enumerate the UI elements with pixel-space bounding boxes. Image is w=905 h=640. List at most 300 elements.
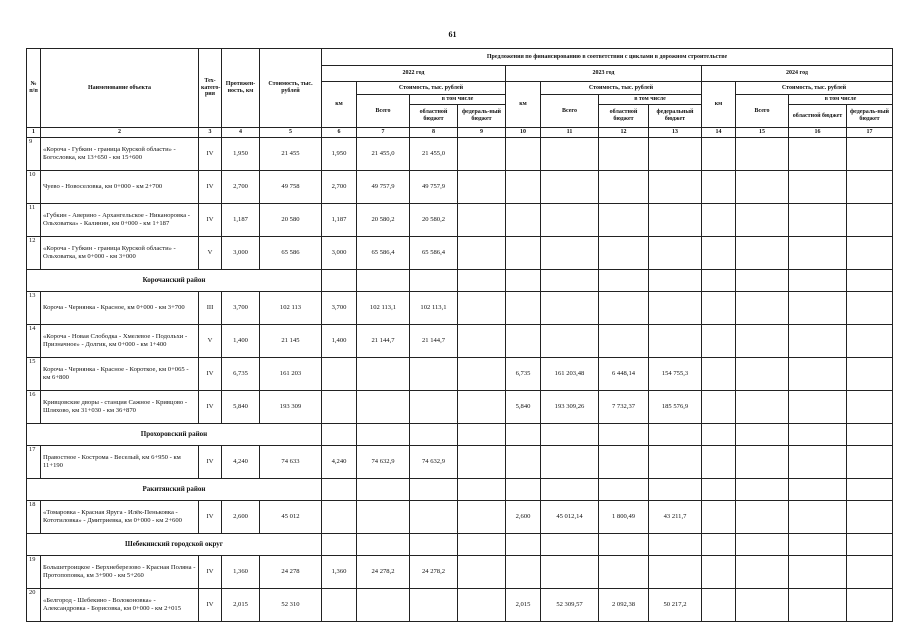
value-cell: 24 278,2 <box>357 556 410 589</box>
value-cell <box>847 237 893 270</box>
length-cell: 1,950 <box>222 138 260 171</box>
cost-cell: 20 580 <box>260 204 322 237</box>
column-number-cell: 8 <box>410 128 458 138</box>
header-regional-2023: областной бюджет <box>599 105 649 128</box>
header-year-2022: 2022 год <box>322 66 506 82</box>
value-cell <box>736 204 789 237</box>
object-name: Большетроицкое - Верхнеберезово - Красная Поляна - Протопоповка, км 3+900 - км 5+260 <box>41 556 199 589</box>
district-row <box>27 479 893 501</box>
district-name: Прохоровский район <box>27 424 322 446</box>
value-cell <box>847 204 893 237</box>
cost-cell: 102 113 <box>260 292 322 325</box>
value-cell <box>322 589 357 622</box>
value-cell <box>506 556 541 589</box>
column-number-row <box>27 128 893 138</box>
value-cell <box>847 556 893 589</box>
header-incl-2022: в том числе <box>410 95 506 105</box>
value-cell <box>599 171 649 204</box>
value-cell <box>649 292 702 325</box>
empty-cell <box>789 479 847 501</box>
header-cost-2024: Стоимость, тыс. рублей <box>736 82 893 95</box>
empty-cell <box>847 424 893 446</box>
empty-cell <box>847 479 893 501</box>
value-cell <box>736 446 789 479</box>
header-cost-2023: Стоимость, тыс. рублей <box>541 82 702 95</box>
empty-cell <box>458 424 506 446</box>
value-cell: 102 113,1 <box>357 292 410 325</box>
value-cell: 1 800,49 <box>599 501 649 534</box>
column-number-cell: 5 <box>260 128 322 138</box>
length-cell: 2,015 <box>222 589 260 622</box>
cost-cell: 21 455 <box>260 138 322 171</box>
header-incl-2023: в том числе <box>599 95 702 105</box>
value-cell <box>736 391 789 424</box>
value-cell <box>847 358 893 391</box>
header-km-2024: км <box>702 82 736 128</box>
table-row <box>27 237 893 270</box>
object-name: «Белгород - Шебекино - Волоконовка» - Александровка - Борисовка, км 0+000 - км 2+015 <box>41 589 199 622</box>
category-cell: IV <box>199 446 222 479</box>
value-cell <box>458 292 506 325</box>
value-cell <box>789 446 847 479</box>
header-incl-2024: в том числе <box>789 95 893 105</box>
empty-cell <box>357 270 410 292</box>
value-cell <box>410 358 458 391</box>
value-cell <box>322 391 357 424</box>
object-name: «Короча - Губкин - граница Курской области» - Ольховатка, км 0+000 - км 3+000 <box>41 237 199 270</box>
empty-cell <box>789 534 847 556</box>
header-cost: Стоимость, тыс. рублей <box>260 49 322 128</box>
value-cell: 43 211,7 <box>649 501 702 534</box>
category-cell: IV <box>199 138 222 171</box>
value-cell <box>702 171 736 204</box>
row-number: 13 <box>27 292 41 325</box>
financing-table <box>26 48 893 622</box>
value-cell: 52 309,57 <box>541 589 599 622</box>
value-cell: 6 448,14 <box>599 358 649 391</box>
object-name: «Короча - Новая Слободка - Хмелевое - Подольхи - Призначное» - Долгик, км 0+000 - км 1+400 <box>41 325 199 358</box>
value-cell <box>789 556 847 589</box>
row-number: 16 <box>27 391 41 424</box>
district-name: Ракитянский район <box>27 479 322 501</box>
table-row <box>27 292 893 325</box>
value-cell <box>736 292 789 325</box>
header-total-2022: Всего <box>357 95 410 128</box>
empty-cell <box>322 479 357 501</box>
value-cell <box>410 501 458 534</box>
value-cell: 2,700 <box>322 171 357 204</box>
value-cell <box>789 589 847 622</box>
column-number-cell: 4 <box>222 128 260 138</box>
value-cell: 21 144,7 <box>410 325 458 358</box>
table-row <box>27 204 893 237</box>
value-cell <box>789 292 847 325</box>
empty-cell <box>458 270 506 292</box>
value-cell: 185 576,9 <box>649 391 702 424</box>
value-cell <box>702 292 736 325</box>
cost-cell: 52 310 <box>260 589 322 622</box>
page-number: 61 <box>448 30 457 39</box>
value-cell: 74 632,9 <box>357 446 410 479</box>
column-number-cell: 7 <box>357 128 410 138</box>
object-name: Правостное - Кострома - Веселый, км 6+950 - км 11+190 <box>41 446 199 479</box>
row-number: 9 <box>27 138 41 171</box>
empty-cell <box>506 424 541 446</box>
empty-cell <box>357 534 410 556</box>
value-cell <box>541 556 599 589</box>
empty-cell <box>736 479 789 501</box>
empty-cell <box>541 534 599 556</box>
empty-cell <box>458 479 506 501</box>
category-cell: IV <box>199 204 222 237</box>
value-cell <box>702 556 736 589</box>
column-number-cell: 9 <box>458 128 506 138</box>
value-cell <box>541 138 599 171</box>
value-cell <box>847 589 893 622</box>
value-cell: 20 580,2 <box>410 204 458 237</box>
value-cell <box>541 237 599 270</box>
length-cell: 3,700 <box>222 292 260 325</box>
column-number-cell: 12 <box>599 128 649 138</box>
value-cell: 1,400 <box>322 325 357 358</box>
column-number-cell: 14 <box>702 128 736 138</box>
value-cell <box>736 556 789 589</box>
district-name: Шебекинский городской округ <box>27 534 322 556</box>
empty-cell <box>599 270 649 292</box>
length-cell: 2,600 <box>222 501 260 534</box>
value-cell <box>506 292 541 325</box>
column-number-cell: 6 <box>322 128 357 138</box>
value-cell <box>458 391 506 424</box>
empty-cell <box>322 270 357 292</box>
row-number: 19 <box>27 556 41 589</box>
value-cell <box>702 589 736 622</box>
value-cell <box>702 204 736 237</box>
value-cell <box>410 589 458 622</box>
column-number-cell: 13 <box>649 128 702 138</box>
value-cell <box>736 237 789 270</box>
value-cell <box>357 391 410 424</box>
cost-cell: 49 758 <box>260 171 322 204</box>
value-cell <box>599 292 649 325</box>
empty-cell <box>599 479 649 501</box>
value-cell <box>357 589 410 622</box>
value-cell <box>541 292 599 325</box>
empty-cell <box>789 424 847 446</box>
header-km-2023: км <box>506 82 541 128</box>
empty-cell <box>357 424 410 446</box>
value-cell <box>506 237 541 270</box>
column-number-cell: 3 <box>199 128 222 138</box>
value-cell <box>506 325 541 358</box>
value-cell: 3,000 <box>322 237 357 270</box>
column-number-cell: 10 <box>506 128 541 138</box>
value-cell <box>847 292 893 325</box>
value-cell <box>458 138 506 171</box>
value-cell <box>322 501 357 534</box>
value-cell: 49 757,9 <box>410 171 458 204</box>
object-name: Чуево - Новоселовка, км 0+000 - км 2+700 <box>41 171 199 204</box>
category-cell: IV <box>199 358 222 391</box>
value-cell: 154 755,3 <box>649 358 702 391</box>
category-cell: IV <box>199 589 222 622</box>
value-cell <box>736 358 789 391</box>
empty-cell <box>702 479 736 501</box>
empty-cell <box>847 270 893 292</box>
column-number-cell: 1 <box>27 128 41 138</box>
empty-cell <box>541 424 599 446</box>
column-number-cell: 11 <box>541 128 599 138</box>
value-cell <box>702 358 736 391</box>
value-cell <box>847 171 893 204</box>
empty-cell <box>599 424 649 446</box>
empty-cell <box>410 534 458 556</box>
empty-cell <box>410 479 458 501</box>
empty-cell <box>541 479 599 501</box>
value-cell <box>458 501 506 534</box>
value-cell <box>847 501 893 534</box>
header-num: № п/п <box>27 49 41 128</box>
value-cell <box>541 204 599 237</box>
table-row <box>27 556 893 589</box>
value-cell: 4,240 <box>322 446 357 479</box>
value-cell <box>649 204 702 237</box>
header-regional-2022: областной бюджет <box>410 105 458 128</box>
cost-cell: 74 633 <box>260 446 322 479</box>
row-number: 11 <box>27 204 41 237</box>
value-cell <box>649 446 702 479</box>
object-name: Короча - Чернянка - Красное, км 0+000 - км 3+700 <box>41 292 199 325</box>
value-cell <box>599 138 649 171</box>
object-name: «Короча - Губкин - граница Курской области» - Богословка, км 13+650 - км 15+600 <box>41 138 199 171</box>
length-cell: 4,240 <box>222 446 260 479</box>
value-cell <box>599 325 649 358</box>
empty-cell <box>506 270 541 292</box>
value-cell <box>789 325 847 358</box>
row-number: 17 <box>27 446 41 479</box>
value-cell: 49 757,9 <box>357 171 410 204</box>
value-cell <box>458 171 506 204</box>
table-row <box>27 446 893 479</box>
value-cell <box>736 171 789 204</box>
value-cell: 3,700 <box>322 292 357 325</box>
value-cell <box>458 325 506 358</box>
category-cell: IV <box>199 501 222 534</box>
value-cell: 2 092,38 <box>599 589 649 622</box>
object-name: Короча - Чернянка - Красное - Короткое, км 0+065 - км 6+800 <box>41 358 199 391</box>
length-cell: 5,840 <box>222 391 260 424</box>
category-cell: IV <box>199 556 222 589</box>
value-cell <box>410 391 458 424</box>
value-cell <box>599 446 649 479</box>
value-cell <box>506 204 541 237</box>
value-cell <box>847 391 893 424</box>
value-cell <box>736 325 789 358</box>
value-cell <box>541 171 599 204</box>
header-year-2023: 2023 год <box>506 66 702 82</box>
length-cell: 3,000 <box>222 237 260 270</box>
column-number-cell: 17 <box>847 128 893 138</box>
value-cell: 24 278,2 <box>410 556 458 589</box>
object-name: Кривцовские дворы - станция Сажное - Кривцово - Шляхово, км 31+030 - км 36+870 <box>41 391 199 424</box>
value-cell <box>357 358 410 391</box>
value-cell <box>847 446 893 479</box>
category-cell: V <box>199 325 222 358</box>
value-cell <box>789 171 847 204</box>
row-number: 18 <box>27 501 41 534</box>
column-number-cell: 15 <box>736 128 789 138</box>
header-object: Наименование объекта <box>41 49 199 128</box>
value-cell <box>789 138 847 171</box>
length-cell: 1,187 <box>222 204 260 237</box>
cost-cell: 161 203 <box>260 358 322 391</box>
empty-cell <box>736 270 789 292</box>
row-number: 15 <box>27 358 41 391</box>
empty-cell <box>649 534 702 556</box>
value-cell: 1,360 <box>322 556 357 589</box>
empty-cell <box>322 424 357 446</box>
value-cell <box>789 237 847 270</box>
value-cell: 7 732,37 <box>599 391 649 424</box>
value-cell <box>702 446 736 479</box>
empty-cell <box>506 479 541 501</box>
value-cell <box>789 501 847 534</box>
value-cell: 21 144,7 <box>357 325 410 358</box>
district-row <box>27 424 893 446</box>
value-cell: 21 455,0 <box>410 138 458 171</box>
value-cell <box>458 237 506 270</box>
column-number-cell: 2 <box>41 128 199 138</box>
length-cell: 6,735 <box>222 358 260 391</box>
cost-cell: 193 309 <box>260 391 322 424</box>
table-row <box>27 358 893 391</box>
value-cell <box>789 358 847 391</box>
header-length: Протяжен-ность, км <box>222 49 260 128</box>
empty-cell <box>847 534 893 556</box>
object-name: «Губкин - Аверино - Архангельское - Никаноровка - Ольховатка» - Калинин, км 0+000 - км 1+187 <box>41 204 199 237</box>
value-cell <box>702 237 736 270</box>
district-row <box>27 270 893 292</box>
header-total-2024: Всего <box>736 95 789 128</box>
empty-cell <box>410 424 458 446</box>
value-cell: 65 586,4 <box>410 237 458 270</box>
length-cell: 1,360 <box>222 556 260 589</box>
value-cell <box>599 204 649 237</box>
cost-cell: 65 586 <box>260 237 322 270</box>
value-cell: 1,187 <box>322 204 357 237</box>
category-cell: V <box>199 237 222 270</box>
row-number: 14 <box>27 325 41 358</box>
value-cell: 2,015 <box>506 589 541 622</box>
table-row <box>27 138 893 171</box>
table-row <box>27 325 893 358</box>
category-cell: IV <box>199 391 222 424</box>
value-cell <box>649 237 702 270</box>
header-federal-2024: федераль-ный бюджет <box>847 105 893 128</box>
value-cell: 20 580,2 <box>357 204 410 237</box>
header-federal-2022: федераль-ный бюджет <box>458 105 506 128</box>
empty-cell <box>649 270 702 292</box>
table-row <box>27 171 893 204</box>
value-cell <box>649 138 702 171</box>
cost-cell: 21 145 <box>260 325 322 358</box>
header-km-2022: км <box>322 82 357 128</box>
empty-cell <box>506 534 541 556</box>
length-cell: 2,700 <box>222 171 260 204</box>
value-cell: 21 455,0 <box>357 138 410 171</box>
empty-cell <box>649 424 702 446</box>
value-cell <box>847 138 893 171</box>
value-cell <box>458 446 506 479</box>
header-total-2023: Всего <box>541 95 599 128</box>
value-cell <box>458 589 506 622</box>
empty-cell <box>357 479 410 501</box>
value-cell <box>702 325 736 358</box>
value-cell <box>736 589 789 622</box>
header-category: Тех-катего-рия <box>199 49 222 128</box>
district-name: Корочанский район <box>27 270 322 292</box>
cost-cell: 45 012 <box>260 501 322 534</box>
value-cell: 5,840 <box>506 391 541 424</box>
header-federal-2023: федеральный бюджет <box>649 105 702 128</box>
empty-cell <box>702 424 736 446</box>
value-cell: 2,600 <box>506 501 541 534</box>
table-body <box>27 138 893 622</box>
value-cell <box>458 204 506 237</box>
value-cell <box>599 237 649 270</box>
value-cell <box>847 325 893 358</box>
value-cell <box>541 446 599 479</box>
header-regional-2024: областной бюджет <box>789 105 847 128</box>
empty-cell <box>410 270 458 292</box>
value-cell: 74 632,9 <box>410 446 458 479</box>
empty-cell <box>702 534 736 556</box>
object-name: «Томаровка - Красная Яруга - Илёк-Пеньковка - Кототиловка» - Дмитриевка, км 0+000 - км 2+600 <box>41 501 199 534</box>
empty-cell <box>736 534 789 556</box>
value-cell <box>506 138 541 171</box>
column-number-cell: 16 <box>789 128 847 138</box>
value-cell: 102 113,1 <box>410 292 458 325</box>
empty-cell <box>649 479 702 501</box>
value-cell: 45 012,14 <box>541 501 599 534</box>
row-number: 20 <box>27 589 41 622</box>
value-cell <box>702 138 736 171</box>
empty-cell <box>789 270 847 292</box>
empty-cell <box>599 534 649 556</box>
header-proposals: Предложения по финансированию в соответствии с циклами в дорожном строительстве <box>322 49 893 66</box>
empty-cell <box>702 270 736 292</box>
value-cell <box>789 204 847 237</box>
value-cell: 50 217,2 <box>649 589 702 622</box>
value-cell <box>458 358 506 391</box>
value-cell <box>649 171 702 204</box>
value-cell <box>599 556 649 589</box>
table-row <box>27 391 893 424</box>
value-cell <box>322 358 357 391</box>
value-cell <box>702 391 736 424</box>
length-cell: 1,400 <box>222 325 260 358</box>
table-row <box>27 501 893 534</box>
value-cell <box>458 556 506 589</box>
value-cell <box>649 556 702 589</box>
empty-cell <box>458 534 506 556</box>
header-year-2024: 2024 год <box>702 66 893 82</box>
category-cell: III <box>199 292 222 325</box>
empty-cell <box>322 534 357 556</box>
value-cell <box>789 391 847 424</box>
table-row <box>27 589 893 622</box>
value-cell: 6,735 <box>506 358 541 391</box>
